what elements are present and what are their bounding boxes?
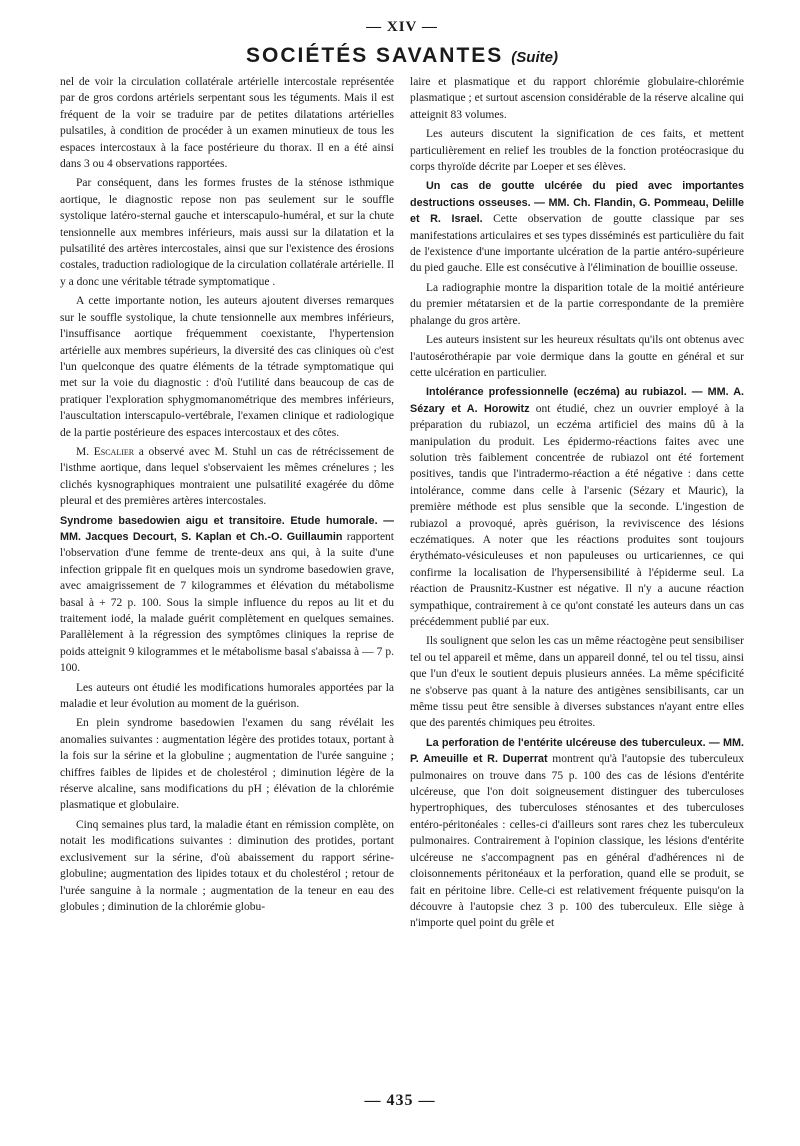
paragraph-text: ont étudié, chez un ouvrier employé à la préparation du rubiazol, un eczéma artificiel des mains dû à la manipulation du produit. Les épidermo-réactions faites avec une solution très faiblement concentrée de rubiazol ont été fortement positives, tandis que l'intradermo-réaction a été négative : dans cette intolérance, comme dans celle à l'arsenic (Sézary et Mauric), la première méthode est plus sensible que la seconde. L'ingestion de rubiazol a provoqué, après guérison, la reviviscence des lésions eczématiques. A noter que les réactions produites sont toujours érythémato-vésiculeuses et non papuleuses ou urticariennes, ce qui confirme la localisation de l'hypersensibilité à l'épiderme seul. La réaction de Prausnitz-Kustner est négative. Il n'y a aucune réaction sympathique, contrairement à ce qu'ont constaté les auteurs dans un cas précédemment publié par eux. — [410, 402, 744, 628]
paragraph: En plein syndrome basedowien l'examen du sang révélait les anomalies suivantes : augmentation légère des protides totaux, portant à la fois sur la sérine et la globuline ; augmentation de l'urée sanguine ; chiffres faibles de lipides et de cholestérol ; diminution légère de la réserve alcaline, sans modifications du pH ; élévation de la chlorémie plasmatique et globulaire. — [60, 717, 394, 812]
paragraph — [60, 444, 394, 510]
paragraph: A cette importante notion, les auteurs ajoutent diverses remarques sur le souffle systolique, la chute tensionnelle aux membres inférieurs, l'insuffisance aortique fréquemment coexistante, l'hypertension artérielle aux membres supérieurs, la diversité des cas cliniques où c'est l'un quelconque des quatre éléments de la tétrade symptomatique qui met sur la voie du diagnostic : d'où l'utilité dans beaucoup de cas de pratiquer l'exploration sphygmomanométrique des membres inférieurs, l'auscultation interscapulo-vertébrale, l'examen clinique et radiologique de la partie postérieure des espaces intercostaux et des côtes. — [60, 295, 394, 439]
author-name: M. Escalier — [76, 445, 135, 458]
communication-heading: La perforation de l'entérite ulcéreuse des tuberculeux. — MM. P. Ameuille et R. Duperrat — [410, 736, 744, 766]
paragraph-text: a observé avec M. Stuhl un cas de rétrécissement de l'isthme aortique, dans lequel s'observaient les mêmes crénelures ; les clichés kysnographiques montraient une pulsatilité exagérée du dôme pleural et des premières artères intercostales. — [60, 445, 394, 508]
paragraph-text: Cette observation de goutte classique par ses manifestations articulaires et ses types disséminés est particulière du fait de l'existence d'une importante ulcération de la partie antéro-supérieure du pied gauche. Elle est consécutive à l'élimination de bouillie osseuse. — [410, 213, 744, 275]
paragraph: Les auteurs discutent la signification de ces faits, et mettent particulièrement en relief les troubles de la fonction protéocrasique du corps thyroïde décrite par Loeper et ses élèves. — [410, 128, 744, 174]
communication-heading: Intolérance professionnelle (eczéma) au rubiazol. — MM. A. Sézary et A. Horowitz — [410, 386, 744, 415]
paragraph: laire et plasmatique et du rapport chlorémie globulaire-chlorémie plasmatique ; et surtout ascension considérable de la réserve alcaline qui atteignit 83 volumes. — [410, 76, 744, 121]
paragraph — [410, 178, 744, 276]
paragraph: Ils soulignent que selon les cas un même réactogène peut sensibiliser tel ou tel appareil et même, dans un appareil donné, tel ou tel tissu, ainsi que l'un d'eux le soutient depuis plusieurs années. La même spécificité ne s'observe pas quant à la nature des antigènes sensibilisants, car un même tissu peut être sensible à diverses substances n'ayant entre elles que des parentés chimiques peu étroites. — [410, 635, 744, 730]
paragraph: Les auteurs ont étudié les modifications humorales apportées par la maladie et leur évolution au moment de la guérison. — [60, 681, 394, 711]
roman-page-number: — XIV — — [366, 19, 438, 35]
paragraph-text: montrent qu'à l'autopsie des tuberculeux pulmonaires on trouve dans 75 p. 100 des cas de lésions d'entérite ulcéreuse, que l'on doit soigneusement distinguer des tuberculoses hypertrophiques, des tuberculoses sténosantes et des tuberculoses entéro-péritonéales : celles-ci d'ailleurs sont rares chez les tuberculeux pulmonaires. Contrairement à l'opinion classique, les lésions d'entérite ulcéreuse ne s'accompagnent pas en général d'adhérences ni de cloisonnements péritonéaux et la perforation, quand elle se produit, se fait en péritoine libre. Celle-ci est relativement fréquente puisqu'on la découvre à l'autopsie chez 3 p. 100 des tuberculeux. Elle siège à n'importe quel point du grêle et — [410, 753, 744, 930]
paragraph: Cinq semaines plus tard, la maladie étant en rémission complète, on notait les modifications suivantes : diminution des protides, portant exclusivement sur la sérine, d'où abaissement du rapport sérine-globuline; augmentation des lipides totaux et du cholestérol ; retour de l'urée sanguine à la normale ; augmentation de la teneur en eau des globules ; diminution de la chlorémie globu- — [60, 818, 394, 913]
section-title-suffix: (Suite) — [511, 49, 558, 66]
paragraph: Par conséquent, dans les formes frustes de la sténose isthmique aortique, le diagnostic repose non pas seulement sur le souffle systolique latéro-sternal gauche et interscapulo-huméral, et sur la chute tensionnelle aux membres inférieurs, mais aussi sur la dilatation et la pulsatilité des artères intercostales, ainsi que sur l'existence des érosions costales, traduction radiologique de la circulation collatérale artérielle. Il y a donc une véritable tétrade symptomatique . — [60, 177, 394, 288]
paragraph: La radiographie montre la disparition totale de la moitié antérieure du premier métatarsien et de la partie correspondante de la première phalange du gros artère. — [410, 281, 744, 327]
communication-heading: Syndrome basedowien aigu et transitoire. Etude humorale. — MM. Jacques Decourt, S. Kaplan et Ch.-O. Guillaumin — [60, 514, 394, 543]
paragraph — [410, 384, 744, 630]
communication-heading: Un cas de goutte ulcérée du pied avec importantes destructions osseuses. — MM. Ch. Flandin, G. Pommeau, Delille et R. Israel. — [410, 180, 744, 226]
paragraph — [60, 513, 394, 677]
right-column — [410, 74, 744, 1084]
page-number: — 435 — — [364, 1092, 436, 1109]
paragraph-text: rapportent l'observation d'une femme de trente-deux ans qui, à la suite d'une infection grippale fit en quelques mois un syndrome basedowien grave, avec amaigrissement de 7 kilogrammes et élévation du métabolisme basal à + 72 p. 100. Sous la simple influence du repos au lit et du traitement iodé, la malade guérit complètement en quelques semaines. Parallèlement à la régression des symptômes cliniques la reprise de poids atteignit 9 kilogrammes et le métabolisme basal s'abaissa à — 7 p. 100. — [60, 530, 394, 675]
paragraph: Les auteurs insistent sur les heureux résultats qu'ils ont obtenus avec l'autosérothérapie par voie dermique dans la goutte en général et sur cette ulcération en particulier. — [410, 334, 744, 379]
paragraph — [410, 735, 744, 932]
section-title: SOCIÉTÉS SAVANTES — [246, 44, 504, 67]
left-column — [60, 74, 394, 1084]
two-column-body — [60, 74, 744, 1084]
paragraph: nel de voir la circulation collatérale artérielle intercostale représentée par de gros cordons artériels serpentant sous les téguments. Mais il est fréquent de la voir se traduire par de petites dilatations artérielles pulsatiles, à condition de procéder à un examen minutieux de tous les espaces intercostaux à la face postérieure du thorax. Il en a été ainsi dans 3 ou 4 observations rapportées. — [60, 76, 394, 171]
running-header — [60, 38, 744, 74]
